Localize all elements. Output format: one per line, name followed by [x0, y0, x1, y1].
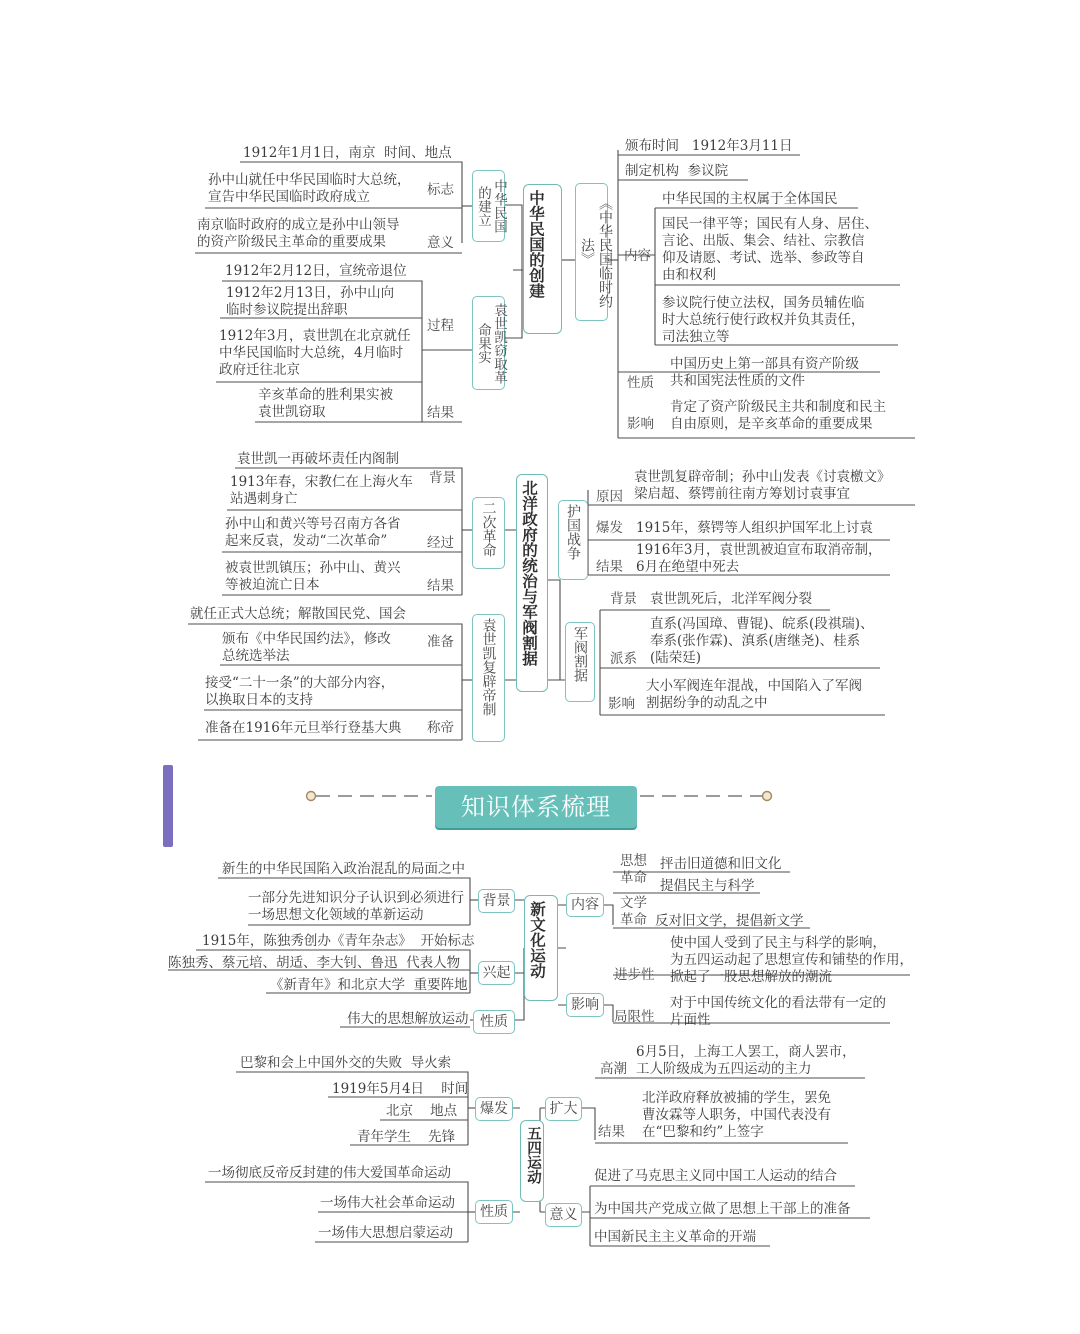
s1-label-result: 结果	[427, 405, 454, 421]
s1-text-significance: 南京临时政府的成立是孙中山领导 的资产阶级民主革命的重要成果	[197, 217, 400, 250]
s4-text-enlightenment: 一场伟大思想启蒙运动	[318, 1225, 453, 1241]
node-s3-background: 背景	[478, 889, 515, 913]
banner-title: 知识体系梳理	[435, 786, 637, 828]
s2-label-emperor: 称帝	[427, 720, 454, 736]
s2-text-split: 袁世凯死后，北洋军阀分裂	[650, 591, 812, 607]
s4-text-new-democratic: 中国新民主主义革命的开端	[594, 1229, 756, 1245]
node-founding-roc: 中华民国的创建	[523, 184, 562, 334]
s2-text-formal-president: 就任正式大总统；解散国民党、国会	[190, 606, 406, 622]
s1-text-promulgation-time: 颁布时间 1912年3月11日	[625, 138, 793, 154]
node-national-protection-war: 护国战争	[558, 500, 588, 580]
node-yuan-steals: 袁世凯窃取革命果实	[472, 296, 505, 390]
node-provisional-constitution: 《中华民国临时约法》	[575, 183, 608, 321]
node-may-fourth: 五四运动	[520, 1120, 544, 1202]
s2-label-background-warlord: 背景	[610, 591, 637, 607]
s2-text-suppressed: 被袁世凯镇压；孙中山、黄兴 等被迫流亡日本	[225, 560, 401, 593]
node-s3-influence: 影响	[566, 993, 604, 1017]
s4-text-paris-failure: 巴黎和会上中国外交的失败 导火索	[240, 1055, 452, 1071]
s2-label-outbreak: 爆发	[596, 520, 623, 536]
s1-label-significance: 意义	[427, 235, 454, 251]
s2-text-chaos: 大小军阀连年混战，中国陷入了军阀 割据纷争的动乱之中	[646, 678, 862, 711]
s3-text-new-literature: 反对旧文学，提倡新文学	[655, 913, 804, 929]
node-s4-nature: 性质	[475, 1200, 513, 1224]
s1-text-sun-inaugurated: 孙中山就任中华民国临时大总统， 宣告中华民国临时政府成立	[208, 172, 411, 205]
s3-text-positions: 《新青年》和北京大学 重要阵地	[270, 977, 468, 993]
banner-dot-left	[307, 792, 316, 801]
s2-label-faction: 派系	[610, 651, 637, 667]
s4-text-result: 北洋政府释放被捕的学生，罢免 曹汝霖等人职务，中国代表没有 在“巴黎和约”上签字	[642, 1090, 831, 1140]
s4-text-climax: 6月5日，上海工人罢工，商人罢市， 工人阶级成为五四运动的主力	[636, 1044, 856, 1077]
s3-text-liberation: 伟大的思想解放运动	[347, 1011, 469, 1027]
s3-text-limitation: 对于中国传统文化的看法带有一定的 片面性	[670, 995, 886, 1028]
s2-label-cause: 原因	[596, 489, 623, 505]
s4-text-marxism: 促进了马克思主义同中国工人运动的结合	[594, 1168, 837, 1184]
s3-label-literary-revolution: 文学 革命	[620, 895, 647, 928]
s3-label-progressiveness: 进步性	[614, 967, 655, 983]
s2-text-launch-revolution: 孙中山和黄兴等号召南方各省 起来反袁，发动“二次革命”	[225, 516, 401, 549]
s2-text-monarchy-cancelled: 1916年3月，袁世凯被迫宣布取消帝制， 6月在绝望中死去	[636, 542, 882, 575]
s1-text-yuan-inaugurated: 1912年3月，袁世凯在北京就任 中华民国临时大总统，4月临时 政府迁往北京	[219, 328, 411, 378]
s1-label-process: 过程	[427, 318, 454, 334]
s3-text-representatives: 陈独秀、蔡元培、胡适、李大钊、鲁迅 代表人物	[168, 955, 461, 971]
s2-text-enthronement: 准备在1916年元旦举行登基大典	[205, 720, 402, 736]
s3-text-new-youth-founded: 1915年，陈独秀创办《青年杂志》 开始标志	[202, 933, 475, 949]
s3-label-limitation: 局限性	[614, 1009, 655, 1025]
s1-text-separation-powers: 参议院行使立法权，国务员辅佐临 时大总统行使行政权并负其责任， 司法独立等	[662, 295, 865, 345]
s4-text-social: 一场伟大社会革命运动	[320, 1195, 455, 1211]
s4-text-vanguard: 青年学生 先锋	[357, 1129, 456, 1145]
s1-text-sovereignty: 中华民国的主权属于全体国民	[662, 191, 838, 207]
s4-text-cpc-prep: 为中国共产党成立做了思想上干部上的准备	[594, 1201, 851, 1217]
s2-label-result: 结果	[427, 578, 454, 594]
node-s3-nature: 性质	[473, 1010, 515, 1034]
s1-text-first-constitution: 中国历史上第一部具有资产阶级 共和国宪法性质的文件	[670, 356, 859, 389]
banner-dot-right	[763, 792, 772, 801]
s3-text-democracy-science: 提倡民主与科学	[660, 878, 755, 894]
s3-text-intellectuals: 一部分先进知识分子认识到必须进行 一场思想文化领域的革新运动	[248, 890, 464, 923]
s2-text-cause: 袁世凯复辟帝制；孙中山发表《讨袁檄文》 梁启超、蔡锷前往南方筹划讨袁事宜	[634, 469, 891, 502]
node-s4-expansion: 扩大	[545, 1097, 582, 1121]
s3-label-thought-revolution: 思想 革命	[620, 853, 647, 886]
s3-text-chaos: 新生的中华民国陷入政治混乱的局面之中	[222, 861, 465, 877]
s1-label-nature: 性质	[627, 375, 654, 391]
node-s4-significance: 意义	[545, 1203, 582, 1227]
s3-text-attack-old: 抨击旧道德和旧文化	[660, 856, 782, 872]
s2-text-factions: 直系(冯国璋、曹锟)、皖系(段祺瑞)、 奉系(张作霖)、滇系(唐继尧)、桂系 (陆荣廷)	[650, 616, 874, 666]
node-yuan-monarchy: 袁世凯复辟帝制	[472, 614, 505, 742]
s1-text-drafting-body: 制定机构 参议院	[625, 163, 729, 179]
node-beiyang-warlords: 北洋政府的统治与军阀割据	[516, 474, 548, 692]
node-s3-content: 内容	[566, 893, 604, 917]
s1-text-rights: 国民一律平等；国民有人身、居住、 言论、出版、集会、结社、宗教信 仰及请愿、考试、选举、参政等自 由和权利	[662, 216, 878, 283]
s4-label-climax: 高潮	[600, 1061, 627, 1077]
s1-label-sign: 标志	[427, 182, 454, 198]
s4-label-result: 结果	[598, 1124, 625, 1140]
s4-text-patriotic: 一场彻底反帝反封建的伟大爱国革命运动	[208, 1165, 451, 1181]
s2-label-influence: 影响	[608, 696, 635, 712]
s2-text-cai-e: 1915年，蔡锷等人组织护国军北上讨袁	[636, 520, 873, 536]
s1-text-date-place: 1912年1月1日，南京 时间、地点	[243, 145, 452, 161]
s4-text-date: 1919年5月4日 时间	[332, 1081, 469, 1097]
node-warlord-separatism: 军阀割据	[565, 622, 595, 702]
s2-label-result-war: 结果	[596, 559, 623, 575]
s2-label-background: 背景	[429, 470, 456, 486]
s2-text-twenty-one-demands: 接受“二十一条”的大部分内容， 以换取日本的支持	[205, 675, 395, 708]
s1-label-influence: 影响	[627, 416, 654, 432]
node-s4-outbreak: 爆发	[475, 1097, 513, 1121]
s1-text-xuantong: 1912年2月12日，宣统帝退位	[225, 263, 407, 279]
node-s3-rise: 兴起	[478, 961, 515, 985]
s2-label-prepare: 准备	[427, 634, 454, 650]
s2-label-course: 经过	[427, 535, 454, 551]
s1-text-sun-resign: 1912年2月13日，孙中山向 临时参议院提出辞职	[226, 285, 395, 318]
s2-text-new-constitution: 颁布《中华民国约法》，修改 总统选举法	[222, 631, 391, 664]
s1-label-content: 内容	[624, 248, 651, 264]
s1-text-fruits-stolen: 辛亥革命的胜利果实被 袁世凯窃取	[258, 387, 393, 420]
decorative-bar	[163, 765, 173, 847]
s2-text-song-assassinated: 1913年春，宋教仁在上海火车 站遇刺身亡	[230, 474, 413, 507]
s3-text-progress: 使中国人受到了民主与科学的影响， 为五四运动起了思想宣传和铺垫的作用， 掀起了一股思想解放的潮流	[670, 935, 913, 985]
node-new-culture-movement: 新文化运动	[524, 895, 558, 1001]
node-second-revolution: 二次革命	[472, 497, 505, 569]
s2-text-cabinet: 袁世凯一再破坏责任内阁制	[237, 451, 399, 467]
s1-text-affirmed-republic: 肯定了资产阶级民主共和制度和民主 自由原则，是辛亥革命的重要成果	[670, 399, 886, 432]
s4-text-place: 北京 地点	[386, 1103, 458, 1119]
node-roc-established: 中华民国的建立	[472, 170, 505, 242]
